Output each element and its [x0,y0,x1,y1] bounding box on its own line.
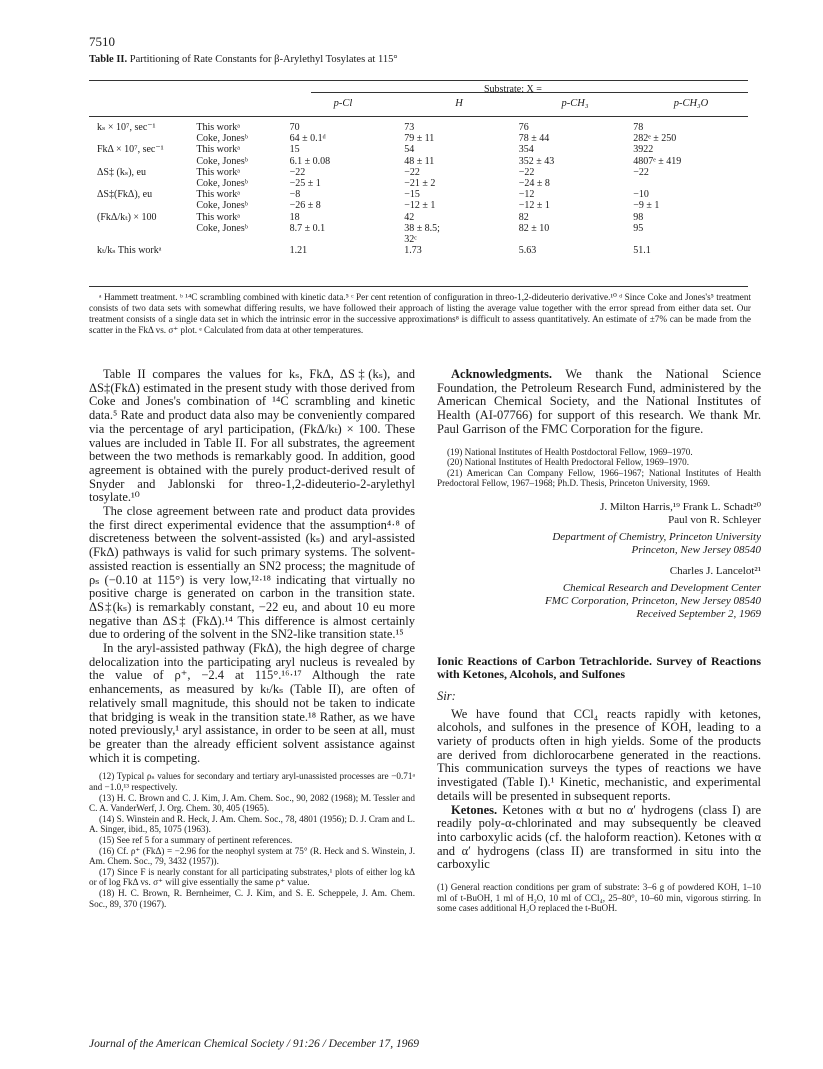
table-cell [290,234,405,245]
row-parameter: kₜ/kₛ This workᵃ [97,245,162,257]
table-cell [633,178,748,189]
ack-label: Acknowledgments. [451,367,553,381]
table-cell: 95 [633,222,644,234]
table-cell: 354 [518,144,534,156]
body-paragraph: We have found that CCl₄ reacts rapidly with ketones, alcohols, and sulfones in the presence of KOH, leading to a variety of products often in high yields. Some of the products are derived from dichlorocarbene generated in the reactions. This communication surveys the types of reactions we have investigated (Table I).¹ Kinetic, mechanistic, and experimental details will be presented in subsequent reports. [437,706,761,803]
page-number: 7510 [89,34,115,49]
table-cell: −22 [289,166,306,178]
table-cell: 38 ± 8.5; [404,222,440,234]
table-header-rule [89,116,748,117]
table-row [89,189,748,200]
column-header-p-ch3o: p-CH₃O [673,98,709,109]
salutation: Sir: [437,688,456,703]
table-cell: −24 ± 8 [518,178,550,190]
left-references [89,771,415,909]
table-cell: 78 ± 44 [518,133,550,145]
affiliation-2a: Chemical Research and Development Center [562,581,761,594]
table-cell: −12 [518,189,535,201]
table-caption-text: Partitioning of Rate Constants for β-Arylethyl Tosylates at 115° [129,54,398,65]
table-cell: −15 [404,189,420,201]
table-cell: 98 [633,211,644,223]
reference-item: (21) American Can Company Fellow, 1966–1967; National Institutes of Health Predoctoral Fellow, 1967–1968; Ph.D. Thesis, Princeton University, 1969. [437,467,761,489]
table-cell: 76 [518,122,529,133]
row-source [196,234,289,245]
table-cell: 18 [289,211,300,223]
column-header-h: H [455,98,463,109]
table-row [89,212,748,223]
table-row [89,167,748,178]
body-paragraph: Table II compares the values for kₛ, FkΔ, ΔS‡(kₛ), and ΔS‡(FkΔ) estimated in the present study with those derived from Coke and Jones's combination of ¹⁴C scrambling and kinetic data.⁵ Rate and product data also may be conveniently compared via the percentage of aryl participation, (FkΔ/kₜ) × 100. These values are included in Table II. For all substrates, the agreement between the two methods is remarkably good. In addition, good agreement is obtained with the purely product-derived result of Snyder and Jablonski for threo-1,2-dideuterio-2-arylethyl tosylate.¹⁰ [89,367,415,505]
table-cell: 64 ± 0.1ᵈ [289,133,326,145]
body-paragraph [437,804,761,873]
table-cell: 282ᵉ ± 250 [633,133,677,145]
table-row [89,156,748,167]
ketones-label: Ketones. [451,802,498,817]
column-header-p-cl: p-Cl [333,98,353,109]
reference-item: (15) See ref 5 for a summary of pertinent references. [99,834,293,845]
section-title: Ionic Reactions of Carbon Tetrachloride. Survey of Reactions with Ketones, Alcohols, and Sulfones [437,653,761,682]
table-cell: 42 [404,211,415,223]
table-cell: −9 ± 1 [633,200,660,212]
table-cell: 1.21 [289,245,308,257]
journal-footer: Journal of the American Chemical Society / 91:26 / December 17, 1969 [89,1038,420,1050]
ack-text: We thank the National Science Foundation, the Petroleum Research Fund, administered by the American Chemical Society, and the National Institutes of Health (AI-07766) for support of this research. We thank Mr. Paul Garrison of the FMC Corporation for the figure. [437,367,762,436]
row-parameter [89,156,196,167]
reference-item: (17) Since F is nearly constant for all participating substrates,¹ plots of either log kΔ or of log FkΔ vs. σ⁺ will give essentially the same ρ⁺ value. [89,866,415,888]
reference-item: (14) S. Winstein and R. Heck, J. Am. Chem. Soc., 78, 4801 (1956); D. J. Cram and L. A. Singer, ibid., 85, 1075 (1963). [89,813,415,835]
table-cell: 15 [289,144,300,156]
table-cell: −21 ± 2 [404,178,436,190]
table-cell: 352 ± 43 [518,155,555,167]
table-cell: 1.73 [404,245,422,257]
table-cell: 73 [404,122,415,133]
row-source [196,245,289,256]
table-cell: −22 [404,166,420,178]
table-cell: 8.7 ± 0.1 [289,222,326,234]
table-cell: −10 [633,189,649,201]
row-source: This workᵃ [196,122,240,133]
row-source: This workᵃ [196,166,240,178]
table-bottom-rule [89,286,748,287]
table-top-rule [89,80,748,81]
reference-item: (16) Cf. ρ⁺ (FkΔ) = −2.96 for the neophyl system at 75° (R. Heck and S. Winstein, J. Am. Chem. Soc., 79, 3432 (1957)). [89,845,415,867]
right-column [437,368,761,914]
table-cell: −25 ± 1 [289,178,321,190]
reference-item: (19) National Institutes of Health Postdoctoral Fellow, 1969–1970. [447,446,693,457]
row-source: This workᵃ [196,144,240,156]
row-source: Coke, Jonesᵇ [196,200,248,212]
table-cell: −22 [518,166,535,178]
table-cell: 51.1 [633,245,651,257]
table-row [89,245,748,256]
table-cell: 82 [518,211,529,223]
table-footnotes: ᵃ Hammett treatment. ᵇ ¹⁴C scrambling combined with kinetic data.⁵ ᶜ Per cent retention of configuration in threo-1,2-dideuterio derivative.¹⁰ ᵈ Since Coke and Jones's⁵ treatment consists of two data sets with somewhat differing results, we have followed their approach of listing the average value together with the error spread from either data set. Our treatment consists of a single data set in which the intrinsic error in the successive approximations⁸ is difficult to assess quantitatively. An estimate of ±7% can be made from the scatter in the FkΔ vs. σ⁺ plot. ᵉ Calculated from data at other temperatures. [89,292,751,335]
row-source: Coke, Jonesᵇ [196,178,248,190]
table-cell: −22 [633,166,649,178]
table-cell: 79 ± 11 [404,133,435,145]
table-caption [89,54,398,65]
table-body [89,122,748,256]
table-cell [633,234,748,245]
reference-item: (12) Typical ρₛ values for secondary and tertiary aryl-unassisted processes are −0.71ᵃ and −1.0,¹³ respectively. [89,771,415,792]
row-parameter [89,223,196,234]
row-parameter [89,200,196,211]
table-cell: 78 [633,122,644,133]
table-cell: 54 [404,144,415,156]
ketones-text: Ketones with α but no α′ hydrogens (class I) are readily poly-α-chlorinated and may subsequently be cleaved into carboxylic acids (cf. the haloform reaction). Ketones with α and α′ hydrogens (class II) are transformed in situ into the carboxylic [437,802,762,872]
affiliation-1b: Princeton, New Jersey 08540 [631,543,761,556]
affiliation-1a: Department of Chemistry, Princeton University [552,530,761,543]
row-source: Coke, Jonesᵇ [196,222,248,234]
row-parameter [89,234,196,245]
substrate-header: Substrate: X = [484,84,542,95]
table-caption-label: Table II. [89,54,128,65]
table-row [89,133,748,144]
table-row [89,200,748,211]
row-parameter: ΔS‡(FkΔ), eu [97,189,153,201]
table-row [89,144,748,155]
row-parameter: kₛ × 10⁷, sec⁻¹ [97,122,156,133]
authors-line-1: J. Milton Harris,¹⁹ Frank L. Schadt²⁰ [600,500,761,513]
reference-item: (13) H. C. Brown and C. J. Kim, J. Am. Chem. Soc., 90, 2082 (1968); M. Tessler and C. A. VanderWerf, J. Org. Chem. 30, 405 (1965). [89,792,415,814]
table-cell [519,234,634,245]
acknowledgments [437,368,761,437]
affiliation-2b: FMC Corporation, Princeton, New Jersey 08540 [544,594,761,607]
table-cell: −12 ± 1 [518,200,550,212]
table-row [89,178,748,189]
column-header-p-ch3: p-CH₃ [561,98,589,109]
row-source: Coke, Jonesᵇ [196,155,248,167]
author-3: Charles J. Lancelot²¹ [669,564,761,577]
row-parameter: ΔS‡ (kₛ), eu [97,166,146,178]
body-paragraph: The close agreement between rate and product data provides the first direct experimental evidence that the assumption⁴·⁸ of discreteness between the solvent-assisted (kₛ) and aryl-assisted (FkΔ) pathways is valid for such primary systems. The solvent-assisted reaction is essentially an SN2 process; the magnitude of ρₛ (−0.10 at 115°) is very low,¹²·¹⁸ indicating that virtually no positive charge is generated on carbon in the transition state. ΔS‡(kₛ) is remarkably constant, −22 eu, and about 10 eu more negative than ΔS‡ (FkΔ).¹⁴ This difference is almost certainly due to ordering of the solvent in the SN2-like transition state.¹⁵ [89,504,415,642]
table-cell: 6.1 ± 0.08 [289,155,331,167]
row-parameter: (FkΔ/kₜ) × 100 [97,211,157,223]
row-source: This workᵃ [196,211,240,223]
table-cell: 4807ᵉ ± 419 [633,155,682,167]
row-parameter: FkΔ × 10⁷, sec⁻¹ [97,144,164,156]
table-row [89,223,748,234]
table-row [89,234,748,245]
right-references [437,447,761,489]
signature-block [437,501,761,621]
table-row [89,122,748,133]
table-cell: −26 ± 8 [289,200,321,212]
row-parameter [89,178,196,189]
table-cell: 48 ± 11 [404,155,435,167]
row-source: This workᵃ [196,189,240,201]
received-date: Received September 2, 1969 [636,607,761,620]
reference-item: (20) National Institutes of Health Predoctoral Fellow, 1969–1970. [447,457,690,468]
table-cell: 5.63 [518,245,537,257]
table-cell: −8 [289,189,301,201]
left-column [89,368,415,909]
table-cell: 3922 [633,144,654,156]
table-cell: 82 ± 10 [518,222,550,234]
body-paragraph: In the aryl-assisted pathway (FkΔ), the high degree of charge delocalization into the participating aryl nucleus is revealed by the value of ρ⁺, −2.4 at 115°.¹⁶·¹⁷ Although the rate enhancements, as measured by kₜ/kₛ (Table II), are often of relatively small magnitude, this should not be taken to indicate that bridging is weak in the transition state.¹⁸ Rather, as we have noted previously,¹ aryl assistance, in order to be seen at all, must be greater than the already efficient solvent assistance against which it is competing. [89,641,415,765]
table-cell: 32ᶜ [404,234,417,246]
reference-item: (18) H. C. Brown, R. Bernheimer, C. J. Kim, and S. E. Scheppele, J. Am. Chem. Soc., 89, 370 (1967). [89,887,415,909]
row-source: Coke, Jonesᵇ [196,133,248,145]
right-reference-1: (1) General reaction conditions per gram of substrate: 3–6 g of powdered KOH, 1–10 ml of t-BuOH, 1 ml of H₂O, 10 ml of CCl₄, 25–80°, 10–60 min, vigorous stirring. In some cases additional H₂O replaced the t-BuOH. [437,882,761,914]
substrate-brace-rule [311,92,748,93]
table-cell: 70 [289,122,300,133]
table-cell: −12 ± 1 [404,200,436,212]
row-parameter [89,133,196,144]
authors-line-2: Paul von R. Schleyer [668,513,761,526]
